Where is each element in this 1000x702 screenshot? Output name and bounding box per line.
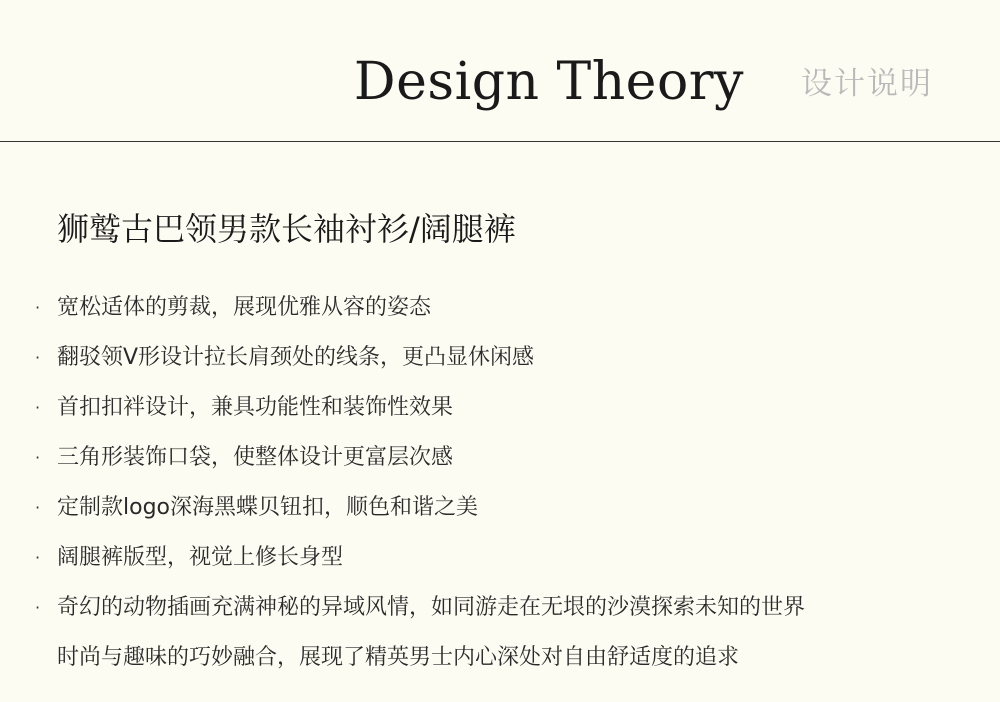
bullet-dot-icon: · [35, 298, 41, 317]
list-item [0, 483, 1000, 533]
list-item-text: 三角形装饰口袋，使整体设计更富层次感 [57, 445, 454, 470]
list-item [0, 433, 1000, 483]
bullet-dot-icon: · [35, 498, 41, 517]
list-item-text: 阔腿裤版型，视觉上修长身型 [57, 545, 344, 570]
page-subtitle: 设计说明 [801, 66, 933, 102]
bullet-dot-icon: · [35, 548, 41, 567]
bullet-dot-icon: · [35, 348, 41, 367]
bullet-dot-icon: · [35, 598, 41, 617]
list-item-text: 奇幻的动物插画充满神秘的异域风情，如同游走在无垠的沙漠探索未知的世界 [57, 595, 806, 620]
list-item-text: 宽松适体的剪裁，展现优雅从容的姿态 [57, 295, 432, 320]
list-item [0, 383, 1000, 433]
list-item [0, 533, 1000, 583]
feature-list [0, 283, 1000, 683]
list-item-text: 首扣扣袢设计，兼具功能性和装饰性效果 [57, 395, 454, 420]
list-item-continuation [0, 633, 1000, 683]
product-title: 狮鹫古巴领男款长袖衬衫/阔腿裤 [57, 210, 516, 248]
list-item [0, 283, 1000, 333]
page-title: Design Theory [353, 52, 744, 112]
page-header [0, 0, 1000, 142]
list-item-text: 定制款logo深海黑蝶贝钮扣，顺色和谐之美 [57, 495, 478, 520]
list-item [0, 583, 1000, 633]
bullet-dot-icon: · [35, 398, 41, 417]
list-item-text: 翻驳领V形设计拉长肩颈处的线条，更凸显休闲感 [57, 345, 535, 370]
list-item [0, 333, 1000, 383]
bullet-dot-icon: · [35, 448, 41, 467]
list-item-text: 时尚与趣味的巧妙融合，展现了精英男士内心深处对自由舒适度的追求 [57, 645, 740, 670]
